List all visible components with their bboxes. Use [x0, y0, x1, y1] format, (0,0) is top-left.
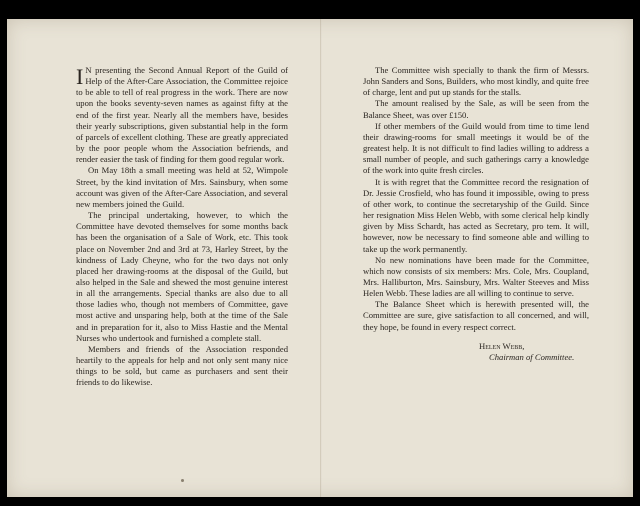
- drop-cap: I: [76, 64, 84, 89]
- paragraph: The Balance Sheet which is herewith presented will, the Committee are sure, give satisfaction to all concerned, and will, they hope, be found in every respect correct.: [363, 299, 589, 332]
- document-spread: [7, 19, 633, 497]
- signature-role: Chairman of Committee.: [489, 351, 575, 362]
- right-page-text: [363, 65, 589, 363]
- paragraph: On May 18th a small meeting was held at 52, Wimpole Street, by the kind invitation of Mrs. Sainsbury, when some account was given of the After-Care Association, and several new members joined the Guild.: [76, 165, 288, 209]
- paragraph: The principal undertaking, however, to which the Committee have devoted themselves for some months back has been the organisation of a Sale of Work, etc. This took place on November 2nd and 3rd at 73, Harley Street, by the kindness of Lady Cheyne, who for the two days not only placed her drawing-rooms at the disposal of the Guild, but also helped in the Sale and shewed the most genuine interest in all the arrangements. Special thanks are also due to all those ladies who, though not members of Committee, gave most active and unsparing help, both at the time of the Sale and in preparation for it, also to Miss Hastie and the Mental Nurses who undertook and furnished a complete stall.: [76, 210, 288, 343]
- paragraph: I N presenting the Second Annual Report of the Guild of Help of the After-Care Association, the Committee rejoice to be able to tell of real progress in the work. There are now upon the books seventy-seven names as against fifty at the end of the first year. Nearly all the members have, besides their yearly subscriptions, given substantial help in the form of parcels of excellent clothing. These are greatly appreciated by the poor people whom the Association befriends, and render easier the task of finding for them good regular work.: [76, 64, 288, 165]
- page-mark: [181, 479, 184, 482]
- paragraph: It is with regret that the Committee record the resignation of Dr. Jessie Crosfield, who has found it impossible, owing to press of other work, to continue the secretaryship of the Guild. Since her resignation Miss Helen Webb, with some clerical help kindly given by Miss Schardt, has acted as Secretary, pro tem. It will, however, now be necessary to find someone able and willing to take up the work permanently.: [363, 176, 589, 254]
- paragraph: No new nominations have been made for the Committee, which now consists of six members: Mrs. Cole, Mrs. Coupland, Mrs. Halliburton, Mrs. Sainsbury, Mrs. Walter Steeves and Miss Helen Webb. These ladies are all willing to continue to serve.: [363, 254, 589, 299]
- left-page-text: [76, 65, 288, 389]
- signature-name: Helen Webb,: [479, 340, 525, 351]
- paragraph: The amount realised by the Sale, as will be seen from the Balance Sheet, was over £150.: [363, 98, 589, 120]
- paragraph: If other members of the Guild would from time to time lend their drawing-rooms for small meetings it would be of the greatest help. It is not difficult to find ladies willing to address a small number of people, and such gatherings carry a knowledge of the work into quite fresh circles.: [363, 120, 589, 176]
- paragraph: Members and friends of the Association responded heartily to the appeals for help and not only sent many nice things to be sold, but came as purchasers and sent their friends to do likewise.: [76, 343, 288, 388]
- page-fold: [320, 19, 322, 497]
- paragraph: The Committee wish specially to thank the firm of Messrs. John Sanders and Sons, Builders, who most kindly, and quite free of charge, lent and put up stands for the stalls.: [363, 65, 589, 98]
- signature-block: [363, 341, 589, 363]
